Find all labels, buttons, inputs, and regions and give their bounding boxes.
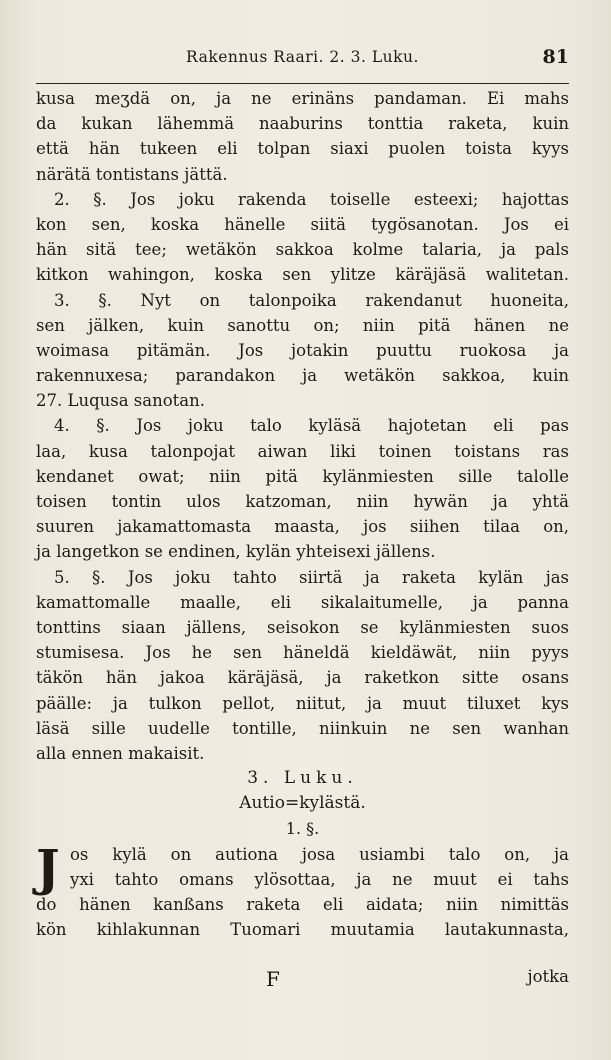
paragraph-3-line: rakennuxesa; parandakon ja wetäkön sakkoa, kuin xyxy=(36,366,569,386)
paragraph-5-line: stumisesa. Jos he sen häneldä kieldäwät, niin pyys xyxy=(36,643,569,663)
body-text xyxy=(36,86,569,942)
page-number: 81 xyxy=(542,46,569,68)
paragraph-2-line: kon sen, koska hänelle siitä tygösanotan. Jos ei xyxy=(36,214,569,234)
chapter-title: Autio=kylästä. xyxy=(239,793,366,814)
paragraph-5-line: tonttins siaan jällens, seisokon se kylänmiesten suos xyxy=(36,617,569,637)
paragraph-3-line: sen jälken, kuin sanottu on; niin pitä hänen ne xyxy=(36,315,569,335)
paragraph-3-line: woimasa pitämän. Jos jotakin puuttu ruokosa ja xyxy=(36,340,569,360)
text-line: närätä tontistans jättä. xyxy=(36,164,228,184)
section-number: 1. §. xyxy=(285,819,320,839)
paragraph-4-line: toisen tontin ulos katzoman, niin hywän ja yhtä xyxy=(36,492,569,511)
final-paragraph-line: kön kihlakunnan Tuomari muutamia lautakunnasta, xyxy=(36,920,569,940)
catchword: jotka xyxy=(527,967,569,986)
paragraph-2-line: kitkon wahingon, koska sen ylitze käräjäsä walitetan. xyxy=(36,265,569,285)
drop-cap: J xyxy=(36,837,60,897)
paragraph-2-line: hän sitä tee; wetäkön sakkoa kolme talaria, ja pals xyxy=(36,240,569,260)
paragraph-5-line: kamattomalle maalle, eli sikalaitumelle, ja panna xyxy=(36,592,569,612)
paragraph-5-line: alla ennen makaisit. xyxy=(36,743,205,763)
chapter-heading: 3. Luku. xyxy=(247,768,358,789)
paragraph-5-line: läsä sille uudelle tontille, niinkuin ne sen wanhan xyxy=(36,718,569,738)
dropcap-line-text: os kylä on autiona josa usiambi talo on, ja xyxy=(70,844,569,864)
paragraph-4-line: laa, kusa talonpojat aiwan liki toinen toistans ras xyxy=(36,441,569,461)
final-paragraph-line: do hänen kanßans raketa eli aidata; niin nimittäs xyxy=(36,895,569,914)
running-head: Rakennus Raari. 2. 3. Luku. xyxy=(186,48,419,66)
page-header xyxy=(36,46,569,74)
paragraph-5-line: 5. §. Jos joku tahto siirtä ja raketa kylän jas xyxy=(54,567,569,587)
paragraph-4-line: 4. §. Jos joku talo kyläsä hajotetan eli pas xyxy=(54,416,569,436)
paragraph-4-line: kendanet owat; niin pitä kylänmiesten sille talolle xyxy=(36,466,569,486)
text-line: da kukan lähemmä naaburins tonttia raketa, kuin xyxy=(36,114,569,134)
paragraph-4-line: ja langetkon se endinen, kylän yhteisexi jällens. xyxy=(36,542,436,562)
paragraph-4-line: suuren jakamattomasta maasta, jos siihen tilaa on, xyxy=(36,517,569,537)
paragraph-3-line: 27. Luqusa sanotan. xyxy=(36,391,206,411)
paragraph-5-line: päälle: ja tulkon pellot, niitut, ja muut tiluxet kys xyxy=(36,693,569,713)
final-paragraph-line: yxi tahto omans ylösottaa, ja ne muut ei tahs xyxy=(70,869,569,889)
header-rule xyxy=(36,83,569,84)
paragraph-3-line: 3. §. Nyt on talonpoika rakendanut huoneita, xyxy=(54,290,569,310)
text-line: kusa meʒdä on, ja ne erinäns pandaman. Ei mahs xyxy=(36,89,569,108)
signature-mark: F xyxy=(266,967,280,991)
paragraph-5-line: täkön hän jakoa käräjäsä, ja raketkon sitte osans xyxy=(36,668,569,688)
page-footer xyxy=(36,967,569,993)
paragraph-2-line: 2. §. Jos joku rakenda toiselle esteexi; hajottas xyxy=(54,189,569,209)
text-line: että hän tukeen eli tolpan siaxi puolen toista kyys xyxy=(36,139,569,159)
